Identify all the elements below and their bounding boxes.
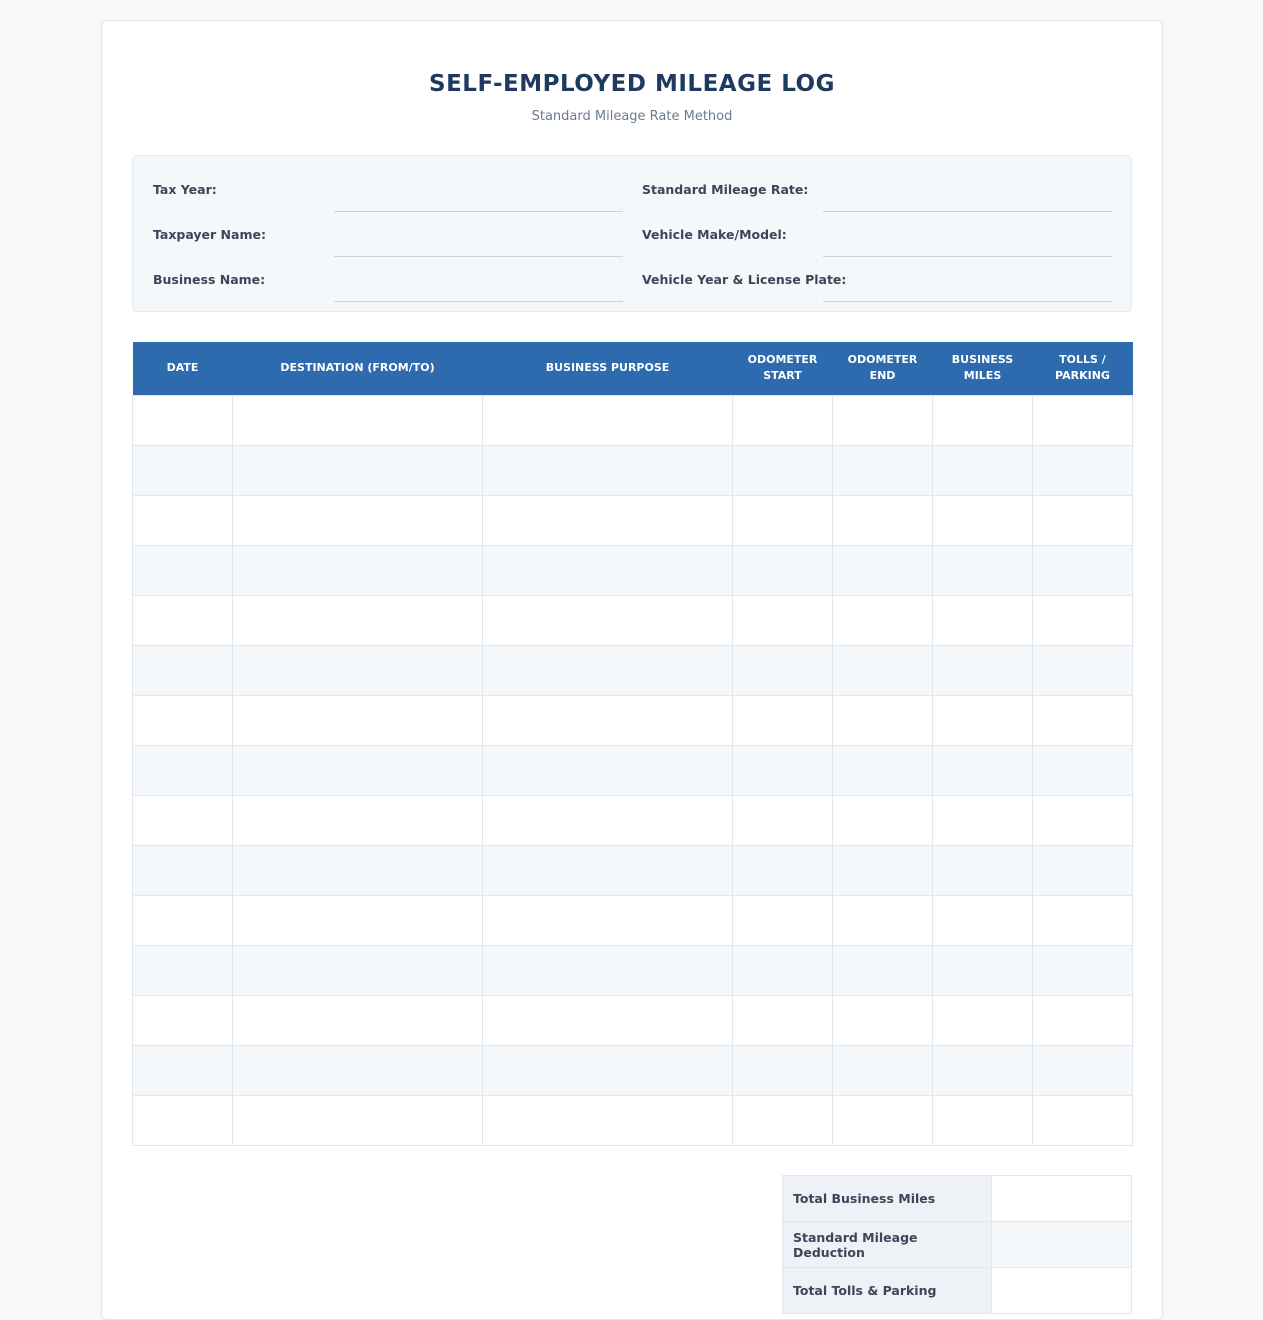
tax-year-label: Tax Year: xyxy=(153,182,217,197)
tax-year-field xyxy=(153,182,623,212)
table-cell[interactable] xyxy=(1033,845,1133,895)
table-cell[interactable] xyxy=(133,995,233,1045)
vehicle-model-label: Vehicle Make/Model: xyxy=(642,227,787,242)
table-cell[interactable] xyxy=(833,1095,933,1145)
table-cell[interactable] xyxy=(833,895,933,945)
table-row xyxy=(133,495,1133,545)
table-cell[interactable] xyxy=(233,845,483,895)
column-header-purpose: BUSINESS PURPOSE xyxy=(483,342,733,395)
table-cell[interactable] xyxy=(733,995,833,1045)
table-cell[interactable] xyxy=(733,545,833,595)
taxpayer-name-field xyxy=(153,227,623,257)
table-cell[interactable] xyxy=(833,795,933,845)
table-cell[interactable] xyxy=(933,495,1033,545)
table-cell[interactable] xyxy=(233,795,483,845)
vehicle-plate-input-line[interactable] xyxy=(823,286,1112,302)
vehicle-model-field xyxy=(642,227,1112,257)
table-cell[interactable] xyxy=(733,495,833,545)
table-cell[interactable] xyxy=(133,445,233,495)
table-cell[interactable] xyxy=(133,845,233,895)
table-cell[interactable] xyxy=(933,395,1033,445)
mileage-deduction-row xyxy=(783,1222,1132,1268)
taxpayer-name-input-line[interactable] xyxy=(334,241,623,257)
table-cell[interactable] xyxy=(833,745,933,795)
total-tolls-label: Total Tolls & Parking xyxy=(783,1268,992,1314)
column-header-business-miles: BUSINESS MILES xyxy=(933,342,1033,395)
table-cell[interactable] xyxy=(133,495,233,545)
table-cell[interactable] xyxy=(733,1045,833,1095)
table-cell[interactable] xyxy=(733,745,833,795)
table-row xyxy=(133,595,1133,645)
vehicle-plate-field xyxy=(642,272,1112,302)
table-cell[interactable] xyxy=(833,445,933,495)
table-cell[interactable] xyxy=(483,595,733,645)
vehicle-model-input-line[interactable] xyxy=(823,241,1112,257)
table-row xyxy=(133,995,1133,1045)
total-tolls-value-cell[interactable] xyxy=(992,1268,1132,1314)
table-row xyxy=(133,695,1133,745)
table-cell[interactable] xyxy=(1033,545,1133,595)
table-cell[interactable] xyxy=(133,645,233,695)
total-tolls-row xyxy=(783,1268,1132,1314)
table-cell[interactable] xyxy=(733,845,833,895)
vehicle-plate-label: Vehicle Year & License Plate: xyxy=(642,272,847,287)
table-cell[interactable] xyxy=(1033,1045,1133,1095)
table-cell[interactable] xyxy=(833,595,933,645)
table-cell[interactable] xyxy=(933,895,1033,945)
total-miles-row xyxy=(783,1176,1132,1222)
table-cell[interactable] xyxy=(1033,695,1133,745)
column-header-odometer-end: ODOMETER END xyxy=(833,342,933,395)
table-cell[interactable] xyxy=(833,945,933,995)
table-cell[interactable] xyxy=(133,795,233,845)
table-cell[interactable] xyxy=(133,1095,233,1145)
table-cell[interactable] xyxy=(133,745,233,795)
table-cell[interactable] xyxy=(1033,1095,1133,1145)
column-header-destination: DESTINATION (FROM/TO) xyxy=(233,342,483,395)
table-cell[interactable] xyxy=(483,645,733,695)
table-cell[interactable] xyxy=(833,995,933,1045)
table-cell[interactable] xyxy=(233,695,483,745)
table-cell[interactable] xyxy=(133,695,233,745)
table-cell[interactable] xyxy=(483,795,733,845)
table-cell[interactable] xyxy=(233,645,483,695)
table-cell[interactable] xyxy=(483,545,733,595)
table-cell[interactable] xyxy=(833,545,933,595)
table-cell[interactable] xyxy=(733,795,833,845)
table-cell[interactable] xyxy=(1033,895,1133,945)
total-miles-value-cell[interactable] xyxy=(992,1176,1132,1222)
page-subtitle: Standard Mileage Rate Method xyxy=(531,109,733,124)
table-cell[interactable] xyxy=(483,695,733,745)
table-cell[interactable] xyxy=(933,795,1033,845)
table-cell[interactable] xyxy=(733,445,833,495)
table-cell[interactable] xyxy=(933,1045,1033,1095)
table-cell[interactable] xyxy=(733,695,833,745)
table-cell[interactable] xyxy=(933,445,1033,495)
tax-year-input-line[interactable] xyxy=(334,196,623,212)
table-row xyxy=(133,795,1133,845)
table-cell[interactable] xyxy=(933,745,1033,795)
log-table-body xyxy=(133,395,1133,1145)
table-cell[interactable] xyxy=(733,595,833,645)
table-cell[interactable] xyxy=(833,695,933,745)
mileage-deduction-value-cell[interactable] xyxy=(992,1222,1132,1268)
table-cell[interactable] xyxy=(133,395,233,445)
table-cell[interactable] xyxy=(933,545,1033,595)
taxpayer-info-panel xyxy=(132,155,1132,312)
table-cell[interactable] xyxy=(133,545,233,595)
table-cell[interactable] xyxy=(233,895,483,945)
mileage-rate-field xyxy=(642,182,1112,212)
table-cell[interactable] xyxy=(933,995,1033,1045)
table-cell[interactable] xyxy=(933,645,1033,695)
table-cell[interactable] xyxy=(483,1095,733,1145)
table-cell[interactable] xyxy=(233,745,483,795)
table-cell[interactable] xyxy=(483,745,733,795)
column-header-odometer-start: ODOMETER START xyxy=(733,342,833,395)
table-cell[interactable] xyxy=(233,595,483,645)
table-cell[interactable] xyxy=(1033,995,1133,1045)
table-cell[interactable] xyxy=(483,445,733,495)
table-cell[interactable] xyxy=(233,445,483,495)
table-row xyxy=(133,845,1133,895)
mileage-deduction-label: Standard Mileage Deduction xyxy=(783,1222,992,1268)
table-cell[interactable] xyxy=(133,895,233,945)
table-row xyxy=(133,645,1133,695)
table-cell[interactable] xyxy=(833,395,933,445)
table-cell[interactable] xyxy=(833,495,933,545)
table-cell[interactable] xyxy=(933,695,1033,745)
table-row xyxy=(133,945,1133,995)
table-cell[interactable] xyxy=(1033,445,1133,495)
mileage-rate-input-line[interactable] xyxy=(823,196,1112,212)
table-cell[interactable] xyxy=(733,645,833,695)
table-cell[interactable] xyxy=(133,945,233,995)
table-cell[interactable] xyxy=(483,945,733,995)
business-name-label: Business Name: xyxy=(153,272,266,287)
table-cell[interactable] xyxy=(733,1095,833,1145)
table-cell[interactable] xyxy=(1033,645,1133,695)
table-cell[interactable] xyxy=(1033,945,1133,995)
table-cell[interactable] xyxy=(233,1095,483,1145)
table-cell[interactable] xyxy=(833,845,933,895)
table-cell[interactable] xyxy=(483,895,733,945)
table-cell[interactable] xyxy=(483,995,733,1045)
table-cell[interactable] xyxy=(233,945,483,995)
table-cell[interactable] xyxy=(483,395,733,445)
table-cell[interactable] xyxy=(483,845,733,895)
table-cell[interactable] xyxy=(1033,745,1133,795)
mileage-log-table xyxy=(132,342,1133,1146)
table-cell[interactable] xyxy=(933,945,1033,995)
table-cell[interactable] xyxy=(233,495,483,545)
total-miles-label: Total Business Miles xyxy=(783,1176,992,1222)
table-cell[interactable] xyxy=(1033,395,1133,445)
table-cell[interactable] xyxy=(483,1045,733,1095)
table-cell[interactable] xyxy=(233,1045,483,1095)
table-cell[interactable] xyxy=(1033,795,1133,845)
page-title: SELF-EMPLOYED MILEAGE LOG xyxy=(429,71,835,97)
table-cell[interactable] xyxy=(233,395,483,445)
table-cell[interactable] xyxy=(933,1095,1033,1145)
table-cell[interactable] xyxy=(1033,495,1133,545)
table-row xyxy=(133,745,1133,795)
table-row xyxy=(133,1045,1133,1095)
business-name-input-line[interactable] xyxy=(334,286,623,302)
table-row xyxy=(133,445,1133,495)
table-cell[interactable] xyxy=(833,1045,933,1095)
table-row xyxy=(133,1095,1133,1145)
table-header-row xyxy=(133,342,1133,395)
table-cell[interactable] xyxy=(133,1045,233,1095)
mileage-rate-label: Standard Mileage Rate: xyxy=(642,182,809,197)
table-cell[interactable] xyxy=(483,495,733,545)
table-cell[interactable] xyxy=(733,895,833,945)
column-header-tolls-parking: TOLLS / PARKING xyxy=(1033,342,1133,395)
table-cell[interactable] xyxy=(733,945,833,995)
table-cell[interactable] xyxy=(233,545,483,595)
table-cell[interactable] xyxy=(1033,595,1133,645)
mileage-log-sheet xyxy=(101,20,1163,1320)
business-name-field xyxy=(153,272,623,302)
taxpayer-name-label: Taxpayer Name: xyxy=(153,227,266,242)
table-row xyxy=(133,545,1133,595)
table-row xyxy=(133,895,1133,945)
table-cell[interactable] xyxy=(233,995,483,1045)
table-cell[interactable] xyxy=(133,595,233,645)
table-cell[interactable] xyxy=(933,595,1033,645)
table-row xyxy=(133,395,1133,445)
column-header-date: DATE xyxy=(133,342,233,395)
table-cell[interactable] xyxy=(733,395,833,445)
table-cell[interactable] xyxy=(933,845,1033,895)
totals-table xyxy=(782,1175,1132,1314)
table-cell[interactable] xyxy=(833,645,933,695)
